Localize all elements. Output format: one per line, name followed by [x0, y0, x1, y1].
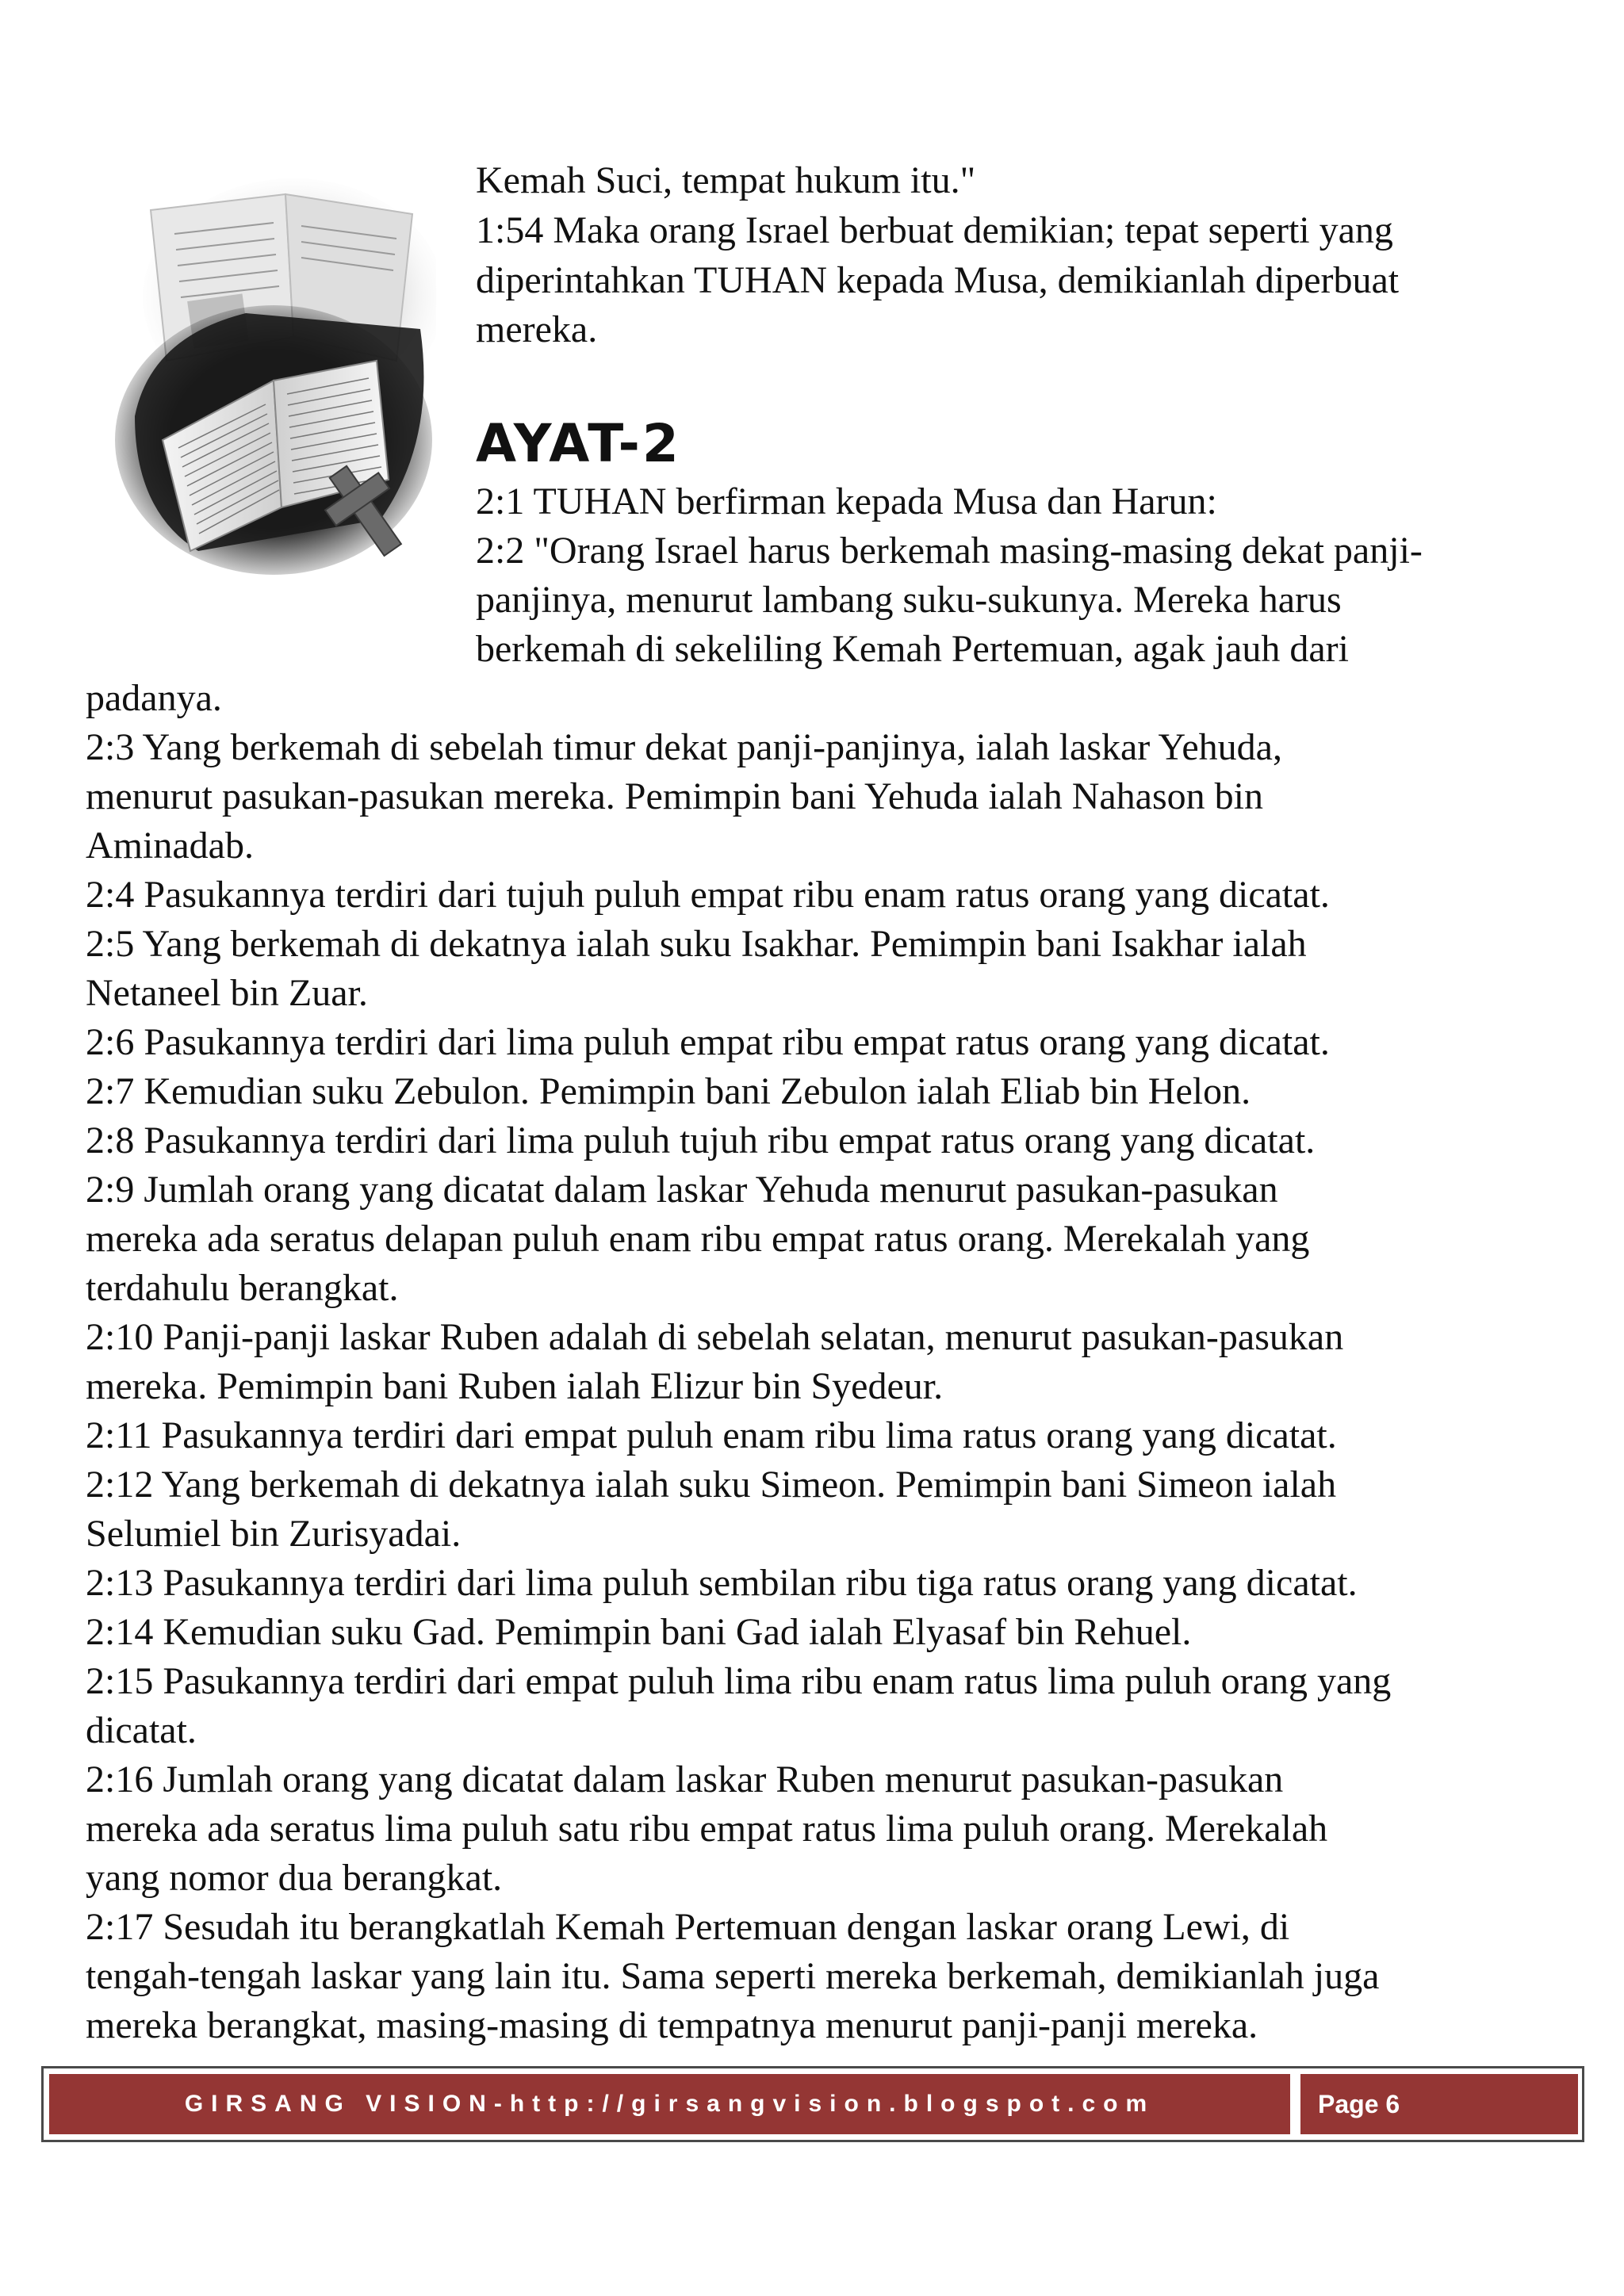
text-line: 2:12 Yang berkemah di dekatnya ialah suku Simeon. Pemimpin bani Simeon ialah	[86, 1464, 1337, 1506]
text-line: mereka berangkat, masing-masing di tempatnya menurut panji-panji mereka.	[86, 2004, 1258, 2046]
text-line: dicatat.	[86, 1709, 197, 1751]
text-line: 2:15 Pasukannya terdiri dari empat puluh lima ribu enam ratus lima puluh orang yang	[86, 1660, 1392, 1702]
text-line: 2:5 Yang berkemah di dekatnya ialah suku Isakhar. Pemimpin bani Isakhar ialah	[86, 923, 1307, 965]
footer-url-bar	[49, 2074, 1290, 2134]
text-line: 1:54 Maka orang Israel berbuat demikian; tepat seperti yang	[476, 209, 1393, 251]
text-line: 2:14 Kemudian suku Gad. Pemimpin bani Gad ialah Elyasaf bin Rehuel.	[86, 1611, 1192, 1653]
text-line: 2:2 "Orang Israel harus berkemah masing-masing dekat panji-	[476, 530, 1423, 572]
footer-page-box	[1300, 2074, 1578, 2134]
text-line: 2:13 Pasukannya terdiri dari lima puluh sembilan ribu tiga ratus orang yang dicatat.	[86, 1562, 1358, 1604]
page-number: Page 6	[1318, 2089, 1400, 2118]
text-line: 2:6 Pasukannya terdiri dari lima puluh empat ribu empat ratus orang yang dicatat.	[86, 1021, 1330, 1063]
open-bible-with-cross-icon	[103, 178, 436, 587]
text-line: mereka ada seratus lima puluh satu ribu empat ratus lima puluh orang. Merekalah	[86, 1808, 1328, 1850]
text-line: 2:7 Kemudian suku Zebulon. Pemimpin bani Zebulon ialah Eliab bin Helon.	[86, 1070, 1251, 1112]
text-line: padanya.	[86, 677, 222, 719]
text-line: 2:10 Panji-panji laskar Ruben adalah di sebelah selatan, menurut pasukan-pasukan	[86, 1316, 1344, 1358]
text-line: mereka. Pemimpin bani Ruben ialah Elizur bin Syedeur.	[86, 1365, 944, 1407]
text-line: menurut pasukan-pasukan mereka. Pemimpin bani Yehuda ialah Nahason bin	[86, 775, 1263, 817]
footer-url-text: GIRSANG VISION-http://girsangvision.blogspot.com	[184, 2091, 1155, 2117]
text-line: Selumiel bin Zurisyadai.	[86, 1513, 462, 1555]
text-line: berkemah di sekeliling Kemah Pertemuan, agak jauh dari	[476, 628, 1349, 670]
text-line: 2:11 Pasukannya terdiri dari empat puluh enam ribu lima ratus orang yang dicatat.	[86, 1414, 1337, 1456]
text-line: 2:8 Pasukannya terdiri dari lima puluh tujuh ribu empat ratus orang yang dicatat.	[86, 1119, 1316, 1161]
text-line: Netaneel bin Zuar.	[86, 972, 368, 1014]
text-line: panjinya, menurut lambang suku-sukunya. Mereka harus	[476, 579, 1342, 621]
text-line: 2:17 Sesudah itu berangkatlah Kemah Pertemuan dengan laskar orang Lewi, di	[86, 1906, 1290, 1948]
text-line: 2:16 Jumlah orang yang dicatat dalam laskar Ruben menurut pasukan-pasukan	[86, 1758, 1284, 1800]
section-heading: AYAT-2	[476, 413, 681, 474]
text-line: Aminadab.	[86, 825, 254, 867]
text-line: 2:9 Jumlah orang yang dicatat dalam laskar Yehuda menurut pasukan-pasukan	[86, 1169, 1278, 1211]
text-line: 2:3 Yang berkemah di sebelah timur dekat panji-panjinya, ialah laskar Yehuda,	[86, 726, 1282, 768]
text-line: diperintahkan TUHAN kepada Musa, demikianlah diperbuat	[476, 259, 1400, 301]
text-line: 2:1 TUHAN berfirman kepada Musa dan Harun:	[476, 480, 1217, 522]
text-line: terdahulu berangkat.	[86, 1267, 399, 1309]
text-line: 2:4 Pasukannya terdiri dari tujuh puluh empat ribu enam ratus orang yang dicatat.	[86, 874, 1330, 916]
text-line: mereka.	[476, 308, 598, 350]
text-line: Kemah Suci, tempat hukum itu."	[476, 159, 976, 201]
text-line: mereka ada seratus delapan puluh enam ribu empat ratus orang. Merekalah yang	[86, 1218, 1310, 1260]
text-line: yang nomor dua berangkat.	[86, 1857, 503, 1899]
text-line: tengah-tengah laskar yang lain itu. Sama seperti mereka berkemah, demikianlah juga	[86, 1955, 1380, 1997]
